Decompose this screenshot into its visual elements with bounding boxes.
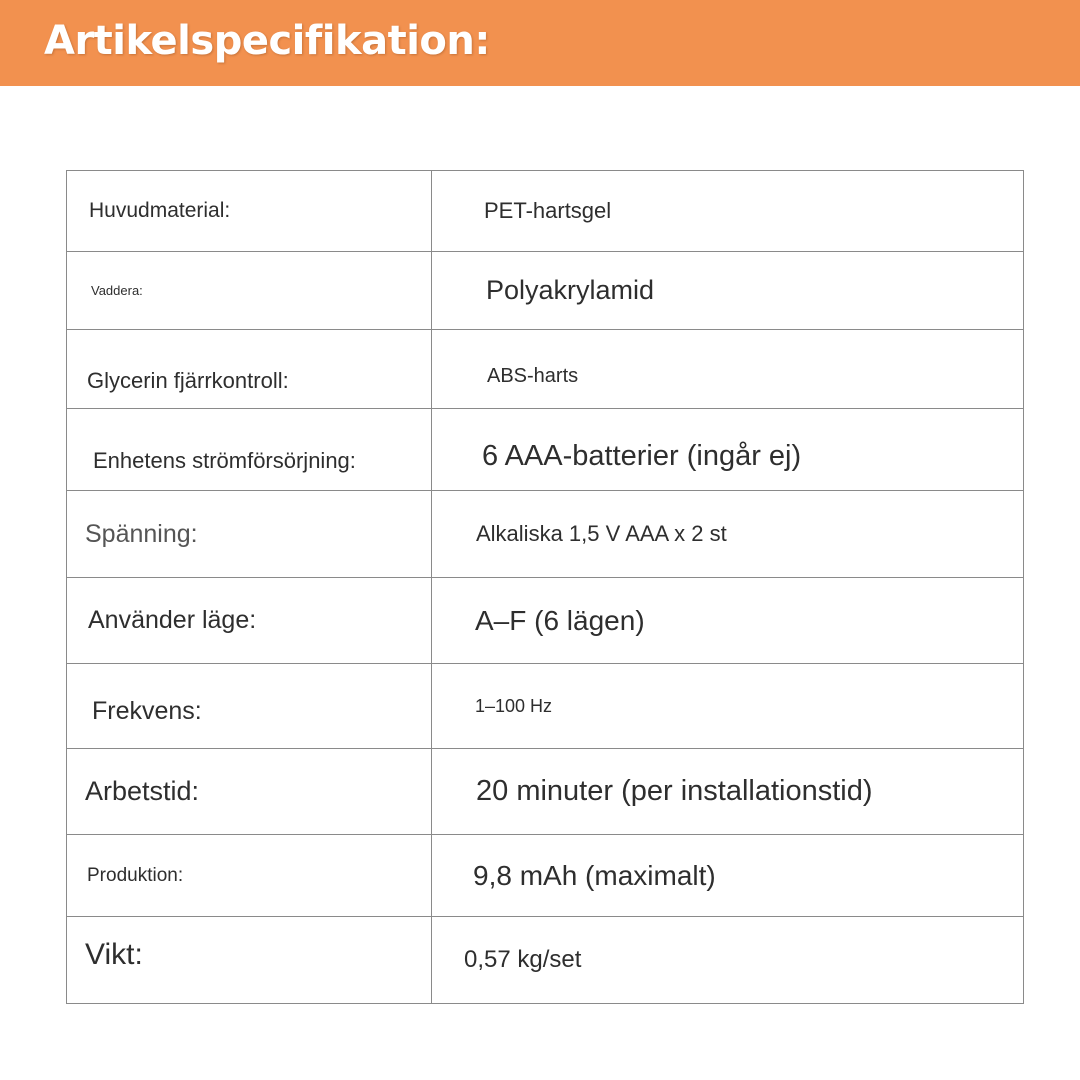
spec-label: Vikt: [67,917,432,1004]
spec-value: A–F (6 lägen) [432,578,1024,664]
spec-value: ABS-harts [432,330,1024,409]
spec-label: Frekvens: [67,664,432,749]
spec-row-remote [67,330,1024,409]
spec-value: 0,57 kg/set [432,917,1024,1004]
page-title: Artikelspecifikation: [44,18,490,64]
spec-label: Spänning: [67,491,432,578]
spec-value: 20 minuter (per installationstid) [432,749,1024,835]
spec-row-weight [67,917,1024,1004]
spec-value: 9,8 mAh (maximalt) [432,835,1024,917]
spec-label: Produktion: [67,835,432,917]
spec-value: 1–100 Hz [432,664,1024,749]
spec-row-frequency [67,664,1024,749]
spec-value: Alkaliska 1,5 V AAA x 2 st [432,491,1024,578]
spec-label: Huvudmaterial: [67,171,432,252]
spec-label: Vaddera: [67,252,432,330]
spec-label: Enhetens strömförsörjning: [67,409,432,491]
spec-row-working-time [67,749,1024,835]
spec-row-padding [67,252,1024,330]
spec-value: 6 AAA-batterier (ingår ej) [432,409,1024,491]
spec-row-main-material [67,171,1024,252]
spec-table [66,170,1024,1004]
spec-row-mode [67,578,1024,664]
spec-label: Glycerin fjärrkontroll: [67,330,432,409]
spec-row-output [67,835,1024,917]
spec-label: Arbetstid: [67,749,432,835]
spec-label: Använder läge: [67,578,432,664]
spec-value: Polyakrylamid [432,252,1024,330]
spec-row-voltage [67,491,1024,578]
spec-value: PET-hartsgel [432,171,1024,252]
header-banner [0,0,1080,86]
spec-row-power-supply [67,409,1024,491]
